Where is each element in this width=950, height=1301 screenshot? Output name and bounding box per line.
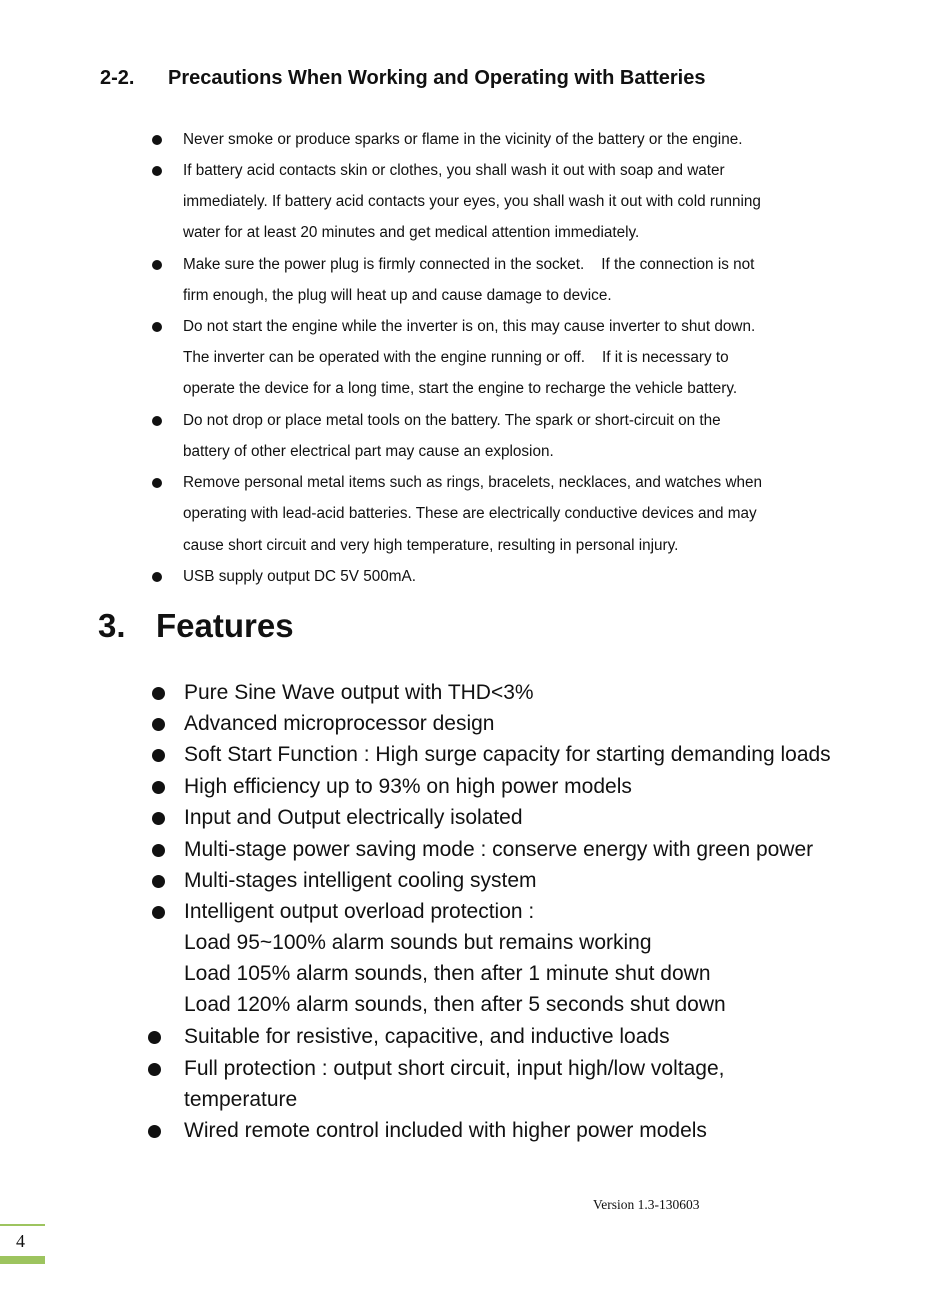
list-item-text: Multi-stage power saving mode : conserve energy with green power [184,838,814,861]
list-item-text: USB supply output DC 5V 500mA. [183,568,416,585]
bullet-icon [152,322,162,332]
list-item-text: The inverter can be operated with the engine running or off. If it is necessary to [183,349,729,366]
version-label: Version 1.3-130603 [593,1197,700,1212]
list-item-text: immediately. If battery acid contacts your eyes, you shall wash it out with cold running [183,193,761,210]
bullet-icon [148,1031,161,1044]
page-number-bar [0,1256,45,1264]
bullet-icon [152,844,165,857]
list-item-text: temperature [184,1088,298,1111]
bullet-icon [148,1063,161,1076]
list-item-text: cause short circuit and very high temperature, resulting in personal injury. [183,537,679,554]
list-item-text: Advanced microprocessor design [184,712,495,735]
list-item-text: water for at least 20 minutes and get medical attention immediately. [183,224,640,241]
bullet-icon [152,260,162,270]
section-number: 3. [98,607,126,644]
list-item-text: Never smoke or produce sparks or flame in the vicinity of the battery or the engine. [183,131,743,148]
bullet-icon [152,812,165,825]
bullet-icon [152,781,165,794]
list-item-text: Wired remote control included with higher power models [184,1119,707,1142]
bullet-icon [152,478,162,488]
list-item-text: Do not start the engine while the inverter is on, this may cause inverter to shut down. [183,318,756,335]
list-item-text: Load 120% alarm sounds, then after 5 seconds shut down [184,993,726,1016]
list-item-text: operating with lead-acid batteries. These are electrically conductive devices and may [183,505,757,522]
bullet-icon [152,572,162,582]
bullet-icon [152,875,165,888]
list-item-text: firm enough, the plug will heat up and cause damage to device. [183,287,612,304]
list-item-text: operate the device for a long time, start the engine to recharge the vehicle battery. [183,380,738,397]
page-number: 4 [16,1231,25,1251]
list-item-text: Do not drop or place metal tools on the battery. The spark or short-circuit on the [183,412,721,429]
list-item-text: Suitable for resistive, capacitive, and inductive loads [184,1025,670,1048]
list-item-text: Soft Start Function : High surge capacity for starting demanding loads [184,743,831,766]
bullet-icon [152,687,165,700]
section-heading-features [98,604,294,648]
list-item-text: Full protection : output short circuit, input high/low voltage, [184,1057,725,1080]
list-item-text: Input and Output electrically isolated [184,806,523,829]
bullet-icon [152,718,165,731]
bullet-icon [148,1125,161,1138]
list-item-text: Multi-stages intelligent cooling system [184,869,537,892]
section-heading-precautions [100,62,705,94]
list-item-text: Load 95~100% alarm sounds but remains working [184,931,652,954]
list-item-text: Make sure the power plug is firmly connected in the socket. If the connection is not [183,256,755,273]
bullet-icon [152,416,162,426]
section-title: Features [156,607,294,644]
list-item-text: Load 105% alarm sounds, then after 1 minute shut down [184,962,711,985]
list-item-text: battery of other electrical part may cause an explosion. [183,443,554,460]
section-title: Precautions When Working and Operating with Batteries [168,66,706,89]
bullet-icon [152,749,165,762]
bullet-icon [152,906,165,919]
page-number-top-rule [0,1224,45,1226]
section-number: 2-2. [100,66,135,89]
bullet-icon [152,135,162,145]
list-item-text: High efficiency up to 93% on high power models [184,775,632,798]
list-item-text: If battery acid contacts skin or clothes, you shall wash it out with soap and water [183,162,725,179]
list-item-text: Remove personal metal items such as rings, bracelets, necklaces, and watches when [183,474,763,491]
list-item-text: Intelligent output overload protection : [184,900,535,923]
bullet-icon [152,166,162,176]
list-item-text: Pure Sine Wave output with THD<3% [184,681,534,704]
